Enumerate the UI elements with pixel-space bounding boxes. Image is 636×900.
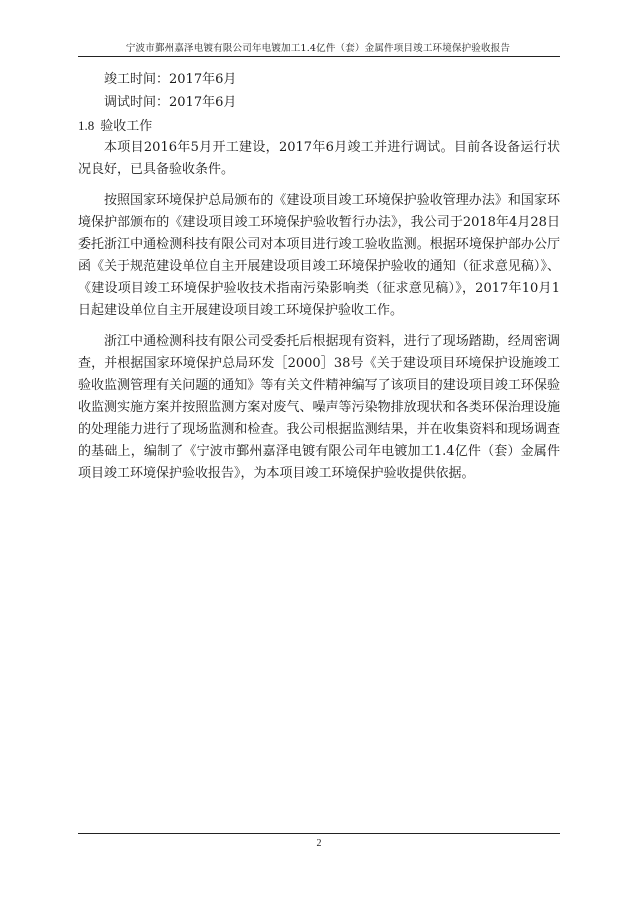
page-number: 2 bbox=[316, 838, 322, 849]
section-title: 验收工作 bbox=[100, 119, 153, 134]
paragraph-construction-status: 本项目2016年5月开工建设，2017年6月竣工并进行调试。目前各设备运行状况良好，已具备验收条件。 bbox=[78, 140, 560, 177]
commissioning-date-line: 调试时间：2017年6月 bbox=[104, 95, 237, 110]
section-heading bbox=[78, 114, 560, 137]
completion-date-line: 竣工时间：2017年6月 bbox=[104, 72, 237, 87]
section-number: 1.8 bbox=[78, 118, 95, 133]
paragraph-regulatory-basis: 按照国家环境保护总局颁布的《建设项目竣工环境保护验收管理办法》和国家环境保护部颁布的《建设项目竣工环境保护验收暂行办法》，我公司于2018年4月28日委托浙江中通检测科技有限公司对本项目进行竣工验收监测。根据环境保护部办公厅函《关于规范建设单位自主开展建设项目竣工环境保护验收的通知（征求意见稿）》、《建设项目竣工环境保护验收技术指南污染影响类（征求意见稿）》，2017年10月1日起建设单位自主开展建设项目竣工环境保护验收工作。 bbox=[78, 193, 560, 318]
paragraph-monitoring-work: 浙江中通检测科技有限公司受委托后根据现有资料，进行了现场踏勘，经周密调查，并根据国家环境保护总局环发［2000］38号《关于建设项目环境保护设施竣工验收监测管理有关问题的通知》等有关文件精神编写了该项目的建设项目竣工环保验收监测实施方案并按照监测方案对废气、噪声等污染物排放现状和各类环保治理设施的处理能力进行了现场监测和检查。我公司根据监测结果，并在收集资料和现场调查的基础上，编制了《宁波市鄞州嘉泽电镀有限公司年电镀加工1.4亿件（套）金属件项目竣工环境保护验收报告》，为本项目竣工环境保护验收提供依据。 bbox=[78, 334, 560, 481]
footer-divider bbox=[78, 833, 560, 834]
header-divider bbox=[78, 56, 560, 57]
page-body bbox=[78, 68, 560, 494]
running-header: 宁波市鄞州嘉泽电镀有限公司年电镀加工1.4亿件（套）金属件项目竣工环境保护验收报告 bbox=[125, 43, 511, 54]
